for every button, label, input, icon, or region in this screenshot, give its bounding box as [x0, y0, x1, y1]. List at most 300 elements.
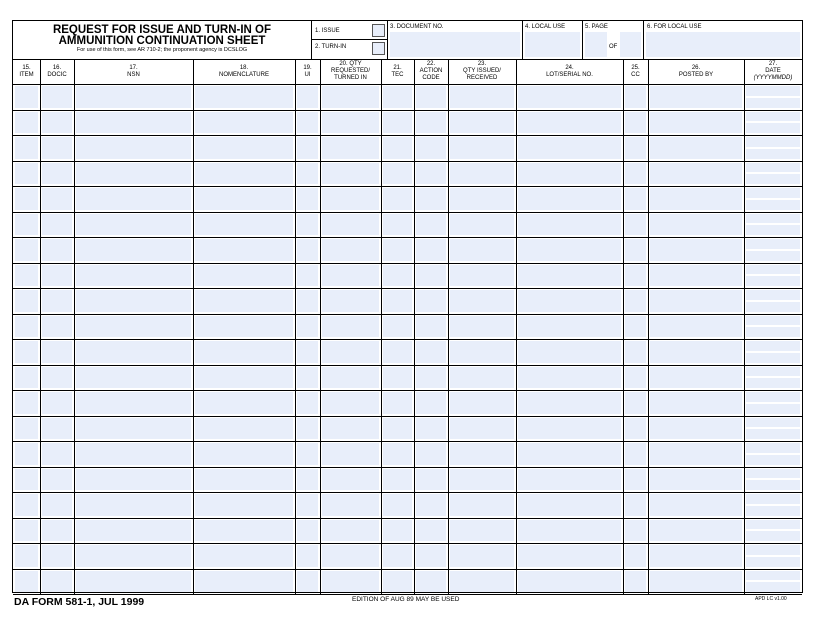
table-cell[interactable] — [746, 545, 800, 555]
table-cell[interactable] — [416, 571, 446, 593]
table-cell[interactable] — [322, 367, 379, 389]
table-cell[interactable] — [76, 520, 191, 542]
table-cell[interactable] — [625, 112, 646, 134]
table-cell[interactable] — [383, 571, 412, 593]
table-cell[interactable] — [322, 443, 379, 465]
table-cell[interactable] — [383, 469, 412, 491]
table-cell[interactable] — [518, 392, 621, 414]
table-cell[interactable] — [297, 469, 318, 491]
column-header-text: 26. — [691, 64, 701, 71]
table-cell[interactable] — [383, 137, 412, 159]
table-cell[interactable] — [416, 265, 446, 287]
table-cell[interactable] — [746, 392, 800, 402]
table-cell[interactable] — [15, 265, 38, 287]
table-cell[interactable] — [195, 316, 293, 338]
table-cell[interactable] — [195, 188, 293, 210]
table-cell[interactable] — [195, 341, 293, 363]
table-cell[interactable] — [383, 214, 412, 236]
table-cell[interactable] — [195, 520, 293, 542]
table-cell[interactable] — [518, 214, 621, 236]
table-cell[interactable] — [195, 137, 293, 159]
table-cell[interactable] — [297, 545, 318, 567]
table-cell[interactable] — [195, 163, 293, 185]
table-cell[interactable] — [450, 341, 514, 363]
table-cell[interactable] — [42, 494, 72, 516]
table-cell[interactable] — [15, 188, 38, 210]
table-cell[interactable] — [297, 290, 318, 312]
table-cell[interactable] — [650, 545, 742, 567]
table-cell[interactable] — [416, 367, 446, 389]
table-cell[interactable] — [297, 341, 318, 363]
table-cell[interactable] — [625, 239, 646, 261]
table-cell[interactable] — [625, 265, 646, 287]
table-cell[interactable] — [746, 290, 800, 300]
table-cell[interactable] — [518, 418, 621, 440]
table-cell[interactable] — [297, 418, 318, 440]
table-cell[interactable] — [625, 392, 646, 414]
table-cell[interactable] — [322, 469, 379, 491]
table-cell[interactable] — [746, 149, 800, 159]
table-cell[interactable] — [625, 163, 646, 185]
table-cell[interactable] — [297, 188, 318, 210]
table-cell[interactable] — [518, 239, 621, 261]
table-cell[interactable] — [518, 367, 621, 389]
table-cell[interactable] — [416, 86, 446, 108]
table-cell[interactable] — [746, 557, 800, 567]
table-cell[interactable] — [746, 520, 800, 530]
table-cell[interactable] — [746, 506, 800, 516]
table-cell[interactable] — [297, 112, 318, 134]
table-cell[interactable] — [195, 112, 293, 134]
table-cell[interactable] — [297, 392, 318, 414]
table-cell[interactable] — [383, 316, 412, 338]
table-cell[interactable] — [650, 112, 742, 134]
table-cell[interactable] — [625, 188, 646, 210]
table-cell[interactable] — [625, 341, 646, 363]
page-total-field[interactable] — [620, 32, 641, 57]
table-cell[interactable] — [76, 163, 191, 185]
column-header-text: 25. — [631, 64, 640, 71]
table-cell[interactable] — [15, 214, 38, 236]
table-cell[interactable] — [518, 469, 621, 491]
table-cell[interactable] — [42, 163, 72, 185]
table-cell[interactable] — [518, 520, 621, 542]
table-cell[interactable] — [383, 86, 412, 108]
table-cell[interactable] — [383, 545, 412, 567]
table-cell[interactable] — [195, 265, 293, 287]
table-cell[interactable] — [76, 137, 191, 159]
table-cell[interactable] — [746, 571, 800, 581]
table-cell[interactable] — [746, 137, 800, 147]
table-cell[interactable] — [625, 137, 646, 159]
table-cell[interactable] — [15, 494, 38, 516]
page-number-field[interactable] — [585, 32, 607, 57]
table-cell[interactable] — [76, 316, 191, 338]
table-cell[interactable] — [322, 86, 379, 108]
table-cell[interactable] — [746, 418, 800, 428]
table-cell[interactable] — [15, 367, 38, 389]
table-cell[interactable] — [625, 214, 646, 236]
table-cell[interactable] — [746, 225, 800, 235]
table-cell[interactable] — [322, 494, 379, 516]
table-cell[interactable] — [450, 290, 514, 312]
table-cell[interactable] — [322, 571, 379, 593]
table-cell[interactable] — [416, 392, 446, 414]
table-cell[interactable] — [746, 455, 800, 465]
table-cell[interactable] — [416, 214, 446, 236]
table-cell[interactable] — [15, 137, 38, 159]
table-cell[interactable] — [650, 214, 742, 236]
table-cell[interactable] — [746, 265, 800, 275]
table-cell[interactable] — [383, 494, 412, 516]
table-cell[interactable] — [746, 214, 800, 224]
table-cell[interactable] — [42, 290, 72, 312]
table-cell[interactable] — [322, 316, 379, 338]
table-cell[interactable] — [746, 316, 800, 326]
table-cell[interactable] — [76, 341, 191, 363]
table-cell[interactable] — [383, 163, 412, 185]
column-header-text: 20. QTY — [339, 61, 362, 67]
document-no-field[interactable] — [390, 32, 520, 57]
table-cell[interactable] — [518, 494, 621, 516]
table-cell[interactable] — [518, 188, 621, 210]
table-cell[interactable] — [450, 443, 514, 465]
table-cell[interactable] — [625, 469, 646, 491]
table-cell[interactable] — [518, 545, 621, 567]
table-cell[interactable] — [450, 418, 514, 440]
table-cell[interactable] — [322, 418, 379, 440]
table-cell[interactable] — [15, 112, 38, 134]
table-cell[interactable] — [322, 290, 379, 312]
table-cell[interactable] — [15, 418, 38, 440]
table-cell[interactable] — [15, 392, 38, 414]
table-cell[interactable] — [746, 404, 800, 414]
table-cell[interactable] — [518, 163, 621, 185]
table-cell[interactable] — [625, 545, 646, 567]
table-cell[interactable] — [518, 443, 621, 465]
table-cell[interactable] — [650, 316, 742, 338]
table-cell[interactable] — [195, 545, 293, 567]
table-cell[interactable] — [625, 571, 646, 593]
table-cell[interactable] — [15, 239, 38, 261]
column-header-requested — [320, 59, 381, 84]
table-cell[interactable] — [650, 392, 742, 414]
table-cell[interactable] — [383, 188, 412, 210]
table-cell[interactable] — [650, 239, 742, 261]
table-cell[interactable] — [650, 367, 742, 389]
table-cell[interactable] — [15, 341, 38, 363]
table-cell[interactable] — [416, 520, 446, 542]
table-cell[interactable] — [322, 520, 379, 542]
table-cell[interactable] — [625, 367, 646, 389]
table-cell[interactable] — [195, 290, 293, 312]
table-cell[interactable] — [625, 494, 646, 516]
table-cell[interactable] — [42, 316, 72, 338]
table-cell[interactable] — [416, 341, 446, 363]
table-cell[interactable] — [15, 469, 38, 491]
table-cell[interactable] — [518, 571, 621, 593]
table-cell[interactable] — [518, 265, 621, 287]
table-cell[interactable] — [322, 112, 379, 134]
table-cell[interactable] — [746, 302, 800, 312]
table-cell[interactable] — [297, 265, 318, 287]
table-cell[interactable] — [195, 367, 293, 389]
document-no-label: 3. DOCUMENT NO. — [390, 24, 444, 30]
table-cell[interactable] — [746, 443, 800, 453]
table-cell[interactable] — [518, 341, 621, 363]
table-cell[interactable] — [746, 112, 800, 122]
table-cell[interactable] — [76, 469, 191, 491]
table-cell[interactable] — [76, 494, 191, 516]
table-cell[interactable] — [746, 327, 800, 337]
table-cell[interactable] — [76, 112, 191, 134]
table-cell[interactable] — [322, 265, 379, 287]
table-cell[interactable] — [518, 86, 621, 108]
table-cell[interactable] — [76, 545, 191, 567]
table-cell[interactable] — [297, 214, 318, 236]
table-cell[interactable] — [383, 418, 412, 440]
table-cell[interactable] — [450, 367, 514, 389]
table-cell[interactable] — [650, 443, 742, 465]
table-cell[interactable] — [42, 520, 72, 542]
table-cell[interactable] — [746, 188, 800, 198]
local-use-field[interactable] — [525, 32, 580, 57]
column-header-nomenclature — [193, 59, 295, 84]
table-cell[interactable] — [416, 137, 446, 159]
table-cell[interactable] — [76, 239, 191, 261]
table-cell[interactable] — [297, 316, 318, 338]
table-cell[interactable] — [746, 341, 800, 351]
table-cell[interactable] — [625, 418, 646, 440]
table-cell[interactable] — [650, 265, 742, 287]
table-cell[interactable] — [383, 265, 412, 287]
table-cell[interactable] — [15, 571, 38, 593]
table-cell[interactable] — [746, 239, 800, 249]
table-cell[interactable] — [746, 276, 800, 286]
table-cell[interactable] — [383, 341, 412, 363]
table-cell[interactable] — [746, 98, 800, 108]
table-cell[interactable] — [416, 494, 446, 516]
table-cell[interactable] — [416, 443, 446, 465]
table-cell[interactable] — [383, 290, 412, 312]
table-cell[interactable] — [297, 367, 318, 389]
table-cell[interactable] — [450, 545, 514, 567]
table-cell[interactable] — [518, 316, 621, 338]
table-cell[interactable] — [42, 188, 72, 210]
table-cell[interactable] — [42, 443, 72, 465]
table-cell[interactable] — [450, 571, 514, 593]
table-cell[interactable] — [746, 378, 800, 388]
table-cell[interactable] — [450, 163, 514, 185]
table-cell[interactable] — [746, 123, 800, 133]
table-cell[interactable] — [450, 520, 514, 542]
for-local-use-field[interactable] — [646, 32, 800, 57]
table-cell[interactable] — [42, 469, 72, 491]
table-cell[interactable] — [416, 290, 446, 312]
table-cell[interactable] — [195, 392, 293, 414]
table-cell[interactable] — [383, 367, 412, 389]
table-cell[interactable] — [322, 239, 379, 261]
table-cell[interactable] — [518, 137, 621, 159]
table-cell[interactable] — [625, 520, 646, 542]
table-cell[interactable] — [625, 290, 646, 312]
table-cell[interactable] — [42, 214, 72, 236]
table-cell[interactable] — [650, 469, 742, 491]
table-cell[interactable] — [416, 112, 446, 134]
table-cell[interactable] — [15, 520, 38, 542]
table-cell[interactable] — [76, 188, 191, 210]
table-cell[interactable] — [297, 137, 318, 159]
table-cell[interactable] — [195, 494, 293, 516]
table-cell[interactable] — [650, 418, 742, 440]
issue-checkbox[interactable] — [372, 24, 385, 37]
table-cell[interactable] — [297, 520, 318, 542]
table-cell[interactable] — [322, 545, 379, 567]
table-cell[interactable] — [42, 239, 72, 261]
table-cell[interactable] — [625, 443, 646, 465]
table-cell[interactable] — [42, 265, 72, 287]
table-cell[interactable] — [746, 367, 800, 377]
table-cell[interactable] — [416, 163, 446, 185]
table-cell[interactable] — [76, 443, 191, 465]
table-cell[interactable] — [383, 112, 412, 134]
table-cell[interactable] — [650, 290, 742, 312]
table-cell[interactable] — [15, 545, 38, 567]
table-cell[interactable] — [15, 316, 38, 338]
table-cell[interactable] — [297, 86, 318, 108]
table-cell[interactable] — [650, 163, 742, 185]
table-cell[interactable] — [15, 443, 38, 465]
table-cell[interactable] — [650, 341, 742, 363]
column-header-text: DOCIC — [47, 71, 67, 78]
table-cell[interactable] — [42, 137, 72, 159]
column-header-text: CODE — [422, 75, 440, 81]
table-cell[interactable] — [746, 86, 800, 96]
table-cell[interactable] — [518, 290, 621, 312]
table-cell[interactable] — [746, 494, 800, 504]
table-cell[interactable] — [450, 214, 514, 236]
table-cell[interactable] — [42, 86, 72, 108]
table-cell[interactable] — [625, 86, 646, 108]
table-cell[interactable] — [195, 214, 293, 236]
table-cell[interactable] — [746, 251, 800, 261]
table-cell[interactable] — [297, 443, 318, 465]
table-cell[interactable] — [416, 239, 446, 261]
table-cell[interactable] — [195, 469, 293, 491]
table-cell[interactable] — [416, 545, 446, 567]
table-cell[interactable] — [416, 316, 446, 338]
column-header-text: ITEM — [19, 71, 34, 78]
table-cell[interactable] — [650, 571, 742, 593]
table-cell[interactable] — [76, 290, 191, 312]
table-cell[interactable] — [625, 316, 646, 338]
table-cell[interactable] — [42, 418, 72, 440]
table-cell[interactable] — [42, 112, 72, 134]
table-cell[interactable] — [450, 494, 514, 516]
table-cell[interactable] — [746, 429, 800, 439]
table-cell[interactable] — [76, 214, 191, 236]
table-cell[interactable] — [450, 265, 514, 287]
table-cell[interactable] — [15, 163, 38, 185]
table-cell[interactable] — [746, 469, 800, 479]
table-cell[interactable] — [450, 137, 514, 159]
table-cell[interactable] — [42, 341, 72, 363]
table-cell[interactable] — [322, 137, 379, 159]
table-cell[interactable] — [195, 86, 293, 108]
table-cell[interactable] — [76, 367, 191, 389]
column-header-text: (YYYYMMDD) — [753, 75, 793, 81]
table-cell[interactable] — [297, 239, 318, 261]
table-cell[interactable] — [450, 112, 514, 134]
table-cell[interactable] — [195, 239, 293, 261]
table-cell[interactable] — [383, 520, 412, 542]
table-cell[interactable] — [76, 571, 191, 593]
table-cell[interactable] — [746, 480, 800, 490]
table-cell[interactable] — [383, 239, 412, 261]
table-cell[interactable] — [297, 494, 318, 516]
table-cell[interactable] — [746, 174, 800, 184]
table-cell[interactable] — [450, 239, 514, 261]
table-cell[interactable] — [322, 341, 379, 363]
table-cell[interactable] — [322, 214, 379, 236]
table-cell[interactable] — [450, 392, 514, 414]
table-cell[interactable] — [76, 86, 191, 108]
table-cell[interactable] — [195, 443, 293, 465]
table-cell[interactable] — [746, 200, 800, 210]
table-cell[interactable] — [450, 469, 514, 491]
turnin-checkbox[interactable] — [372, 42, 385, 55]
table-cell[interactable] — [416, 469, 446, 491]
table-cell[interactable] — [450, 86, 514, 108]
table-cell[interactable] — [297, 571, 318, 593]
table-cell[interactable] — [42, 571, 72, 593]
table-cell[interactable] — [650, 137, 742, 159]
table-cell[interactable] — [15, 86, 38, 108]
table-cell[interactable] — [42, 392, 72, 414]
table-cell[interactable] — [15, 290, 38, 312]
table-cell[interactable] — [42, 545, 72, 567]
table-cell[interactable] — [746, 582, 800, 592]
table-cell[interactable] — [195, 571, 293, 593]
table-cell[interactable] — [322, 392, 379, 414]
table-cell[interactable] — [416, 418, 446, 440]
version-label: APD LC v1.00 — [755, 596, 787, 602]
table-cell[interactable] — [383, 392, 412, 414]
table-cell[interactable] — [518, 112, 621, 134]
table-cell[interactable] — [76, 418, 191, 440]
for-local-use-label: 6. FOR LOCAL USE — [647, 24, 702, 30]
table-cell[interactable] — [650, 188, 742, 210]
column-header-item — [13, 59, 40, 84]
table-cell[interactable] — [42, 367, 72, 389]
table-cell[interactable] — [650, 86, 742, 108]
table-cell[interactable] — [650, 520, 742, 542]
table-cell[interactable] — [322, 188, 379, 210]
table-cell[interactable] — [450, 316, 514, 338]
table-cell[interactable] — [746, 531, 800, 541]
table-cell[interactable] — [650, 494, 742, 516]
table-cell[interactable] — [297, 163, 318, 185]
table-cell[interactable] — [76, 392, 191, 414]
table-cell[interactable] — [416, 188, 446, 210]
table-cell[interactable] — [76, 265, 191, 287]
table-cell[interactable] — [195, 418, 293, 440]
table-cell[interactable] — [383, 443, 412, 465]
table-cell[interactable] — [322, 163, 379, 185]
table-cell[interactable] — [450, 188, 514, 210]
table-cell[interactable] — [746, 163, 800, 173]
table-cell[interactable] — [746, 353, 800, 363]
